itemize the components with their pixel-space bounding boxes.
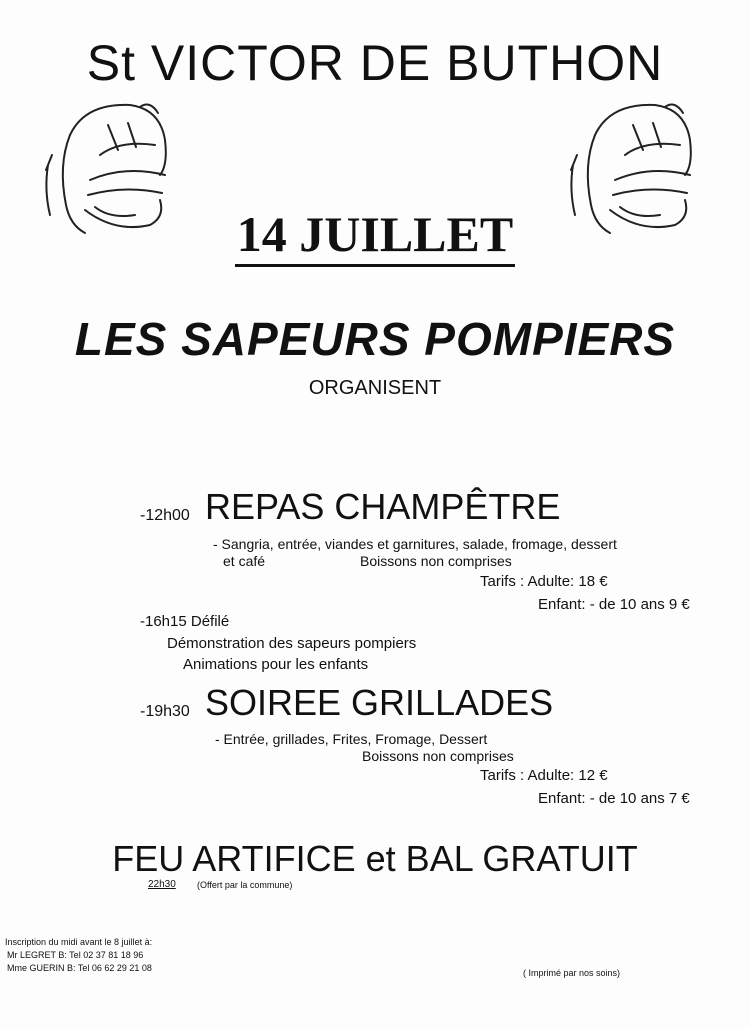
contact-guerin: Mme GUERIN B: Tel 06 62 29 21 08 bbox=[7, 963, 152, 973]
lunch-menu-line1: - Sangria, entrée, viandes et garnitures, salade, fromage, dessert bbox=[213, 536, 617, 552]
lunch-menu-line2: et café bbox=[223, 553, 266, 569]
organizer-title: LES SAPEURS POMPIERS bbox=[74, 313, 676, 365]
fireworks-title: FEU ARTIFICE et BAL GRATUIT bbox=[112, 838, 638, 879]
fireworks-note: (Offert par la commune) bbox=[197, 880, 293, 890]
lunch-price-child: Enfant: - de 10 ans 9 € bbox=[538, 596, 690, 613]
evening-price-adult: Tarifs : Adulte: 12 € bbox=[480, 767, 608, 784]
evening-menu-line1: - Entrée, grillades, Frites, Fromage, Dessert bbox=[215, 731, 488, 747]
event-date-text: 14 JUILLET bbox=[235, 206, 515, 267]
printed-note: ( Imprimé par nos soins) bbox=[523, 968, 621, 978]
fireworks-time: 22h30 bbox=[148, 879, 176, 890]
parade-line1: Démonstration des sapeurs pompiers bbox=[167, 635, 417, 652]
event-date bbox=[0, 205, 750, 263]
town-title: St VICTOR DE BUTHON bbox=[86, 35, 664, 91]
evening-drinks-note: Boissons non comprises bbox=[362, 748, 514, 764]
lunch-time: -12h00 bbox=[140, 507, 190, 524]
parade-line2: Animations pour les enfants bbox=[183, 656, 369, 673]
evening-title: SOIREE GRILLADES bbox=[205, 682, 554, 723]
signup-note: Inscription du midi avant le 8 juillet à: bbox=[5, 937, 153, 947]
lunch-price-adult: Tarifs : Adulte: 18 € bbox=[480, 573, 608, 590]
lunch-title: REPAS CHAMPÊTRE bbox=[205, 486, 561, 527]
evening-price-child: Enfant: - de 10 ans 7 € bbox=[538, 790, 690, 807]
lunch-drinks-note: Boissons non comprises bbox=[360, 553, 512, 569]
organize-word: ORGANISENT bbox=[308, 377, 442, 399]
contact-legret: Mr LEGRET B: Tel 02 37 81 18 96 bbox=[7, 950, 144, 960]
parade-time: -16h15 Défilé bbox=[140, 613, 230, 630]
evening-time: -19h30 bbox=[140, 703, 190, 720]
